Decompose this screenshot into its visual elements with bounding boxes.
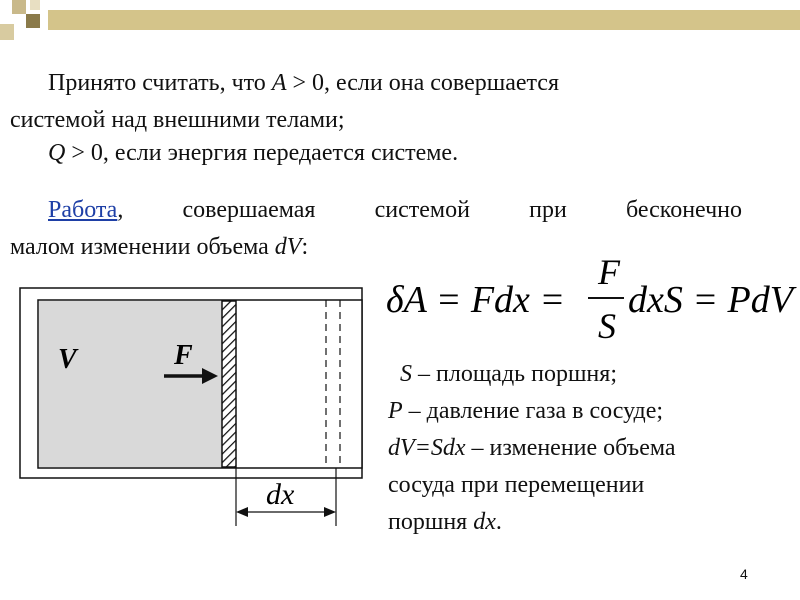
text-segment: > 0, если энергия передается системе. <box>65 140 459 166</box>
symbol-A: A <box>271 70 287 96</box>
corner-decor-square <box>0 24 14 40</box>
gas-region <box>39 301 222 467</box>
corner-decor-square <box>12 0 26 14</box>
work-paragraph-line-2 <box>10 234 308 261</box>
text-segment: малом изменении объема <box>10 234 275 260</box>
dx-label: dx <box>266 478 295 511</box>
text-line-3 <box>48 140 458 167</box>
text-segment: > 0, если она совершается <box>286 70 559 96</box>
force-label: F <box>174 340 193 371</box>
legend-text: . <box>495 509 502 535</box>
legend-text: – изменение объема <box>465 435 676 461</box>
legend-item <box>388 430 676 467</box>
dimension-arrow-right <box>324 507 336 517</box>
corner-decor-square <box>30 0 40 10</box>
corner-decor-square <box>26 14 40 28</box>
legend-item <box>388 504 676 541</box>
legend-item <box>388 356 676 393</box>
formula-numerator: F <box>598 254 620 292</box>
legend-symbol: dV=Sdx <box>388 435 466 461</box>
legend-text: – площадь поршня; <box>412 361 617 387</box>
symbol-Q: Q <box>48 140 66 166</box>
formula-denominator: S <box>598 306 616 346</box>
dimension-arrow-left <box>236 507 248 517</box>
work-link[interactable]: Работа <box>48 197 118 223</box>
legend-text: – давление газа в сосуде; <box>402 398 664 424</box>
text-segment: : <box>301 234 309 260</box>
legend-symbol: P <box>388 398 403 424</box>
legend-text: сосуда при перемещении <box>388 472 645 498</box>
text-segment: Принято считать, что <box>48 70 272 96</box>
text-word: , совершаемая <box>117 197 316 223</box>
work-formula <box>384 254 798 346</box>
text-line-2: системой над внешними телами; <box>10 107 345 133</box>
text-word: при <box>529 197 567 223</box>
text-word: бесконечно <box>625 197 743 223</box>
legend-symbol: S <box>400 361 412 387</box>
symbol-legend <box>388 356 676 541</box>
legend-text: поршня <box>388 509 474 535</box>
work-paragraph-line-1 <box>48 197 742 224</box>
legend-item <box>388 467 676 504</box>
text-word: системой <box>374 197 470 223</box>
text-line-1 <box>48 70 559 97</box>
volume-label: V <box>58 344 77 375</box>
legend-item <box>388 393 676 430</box>
piston <box>222 301 236 467</box>
formula-rhs: dxS = PdV <box>628 279 793 321</box>
symbol-dV: dV <box>274 234 302 260</box>
title-bar <box>48 10 800 30</box>
legend-symbol: dx <box>473 509 496 535</box>
formula-lhs: δA = Fdx = <box>386 279 566 321</box>
piston-diagram <box>18 284 382 530</box>
page-number: 4 <box>740 566 748 582</box>
